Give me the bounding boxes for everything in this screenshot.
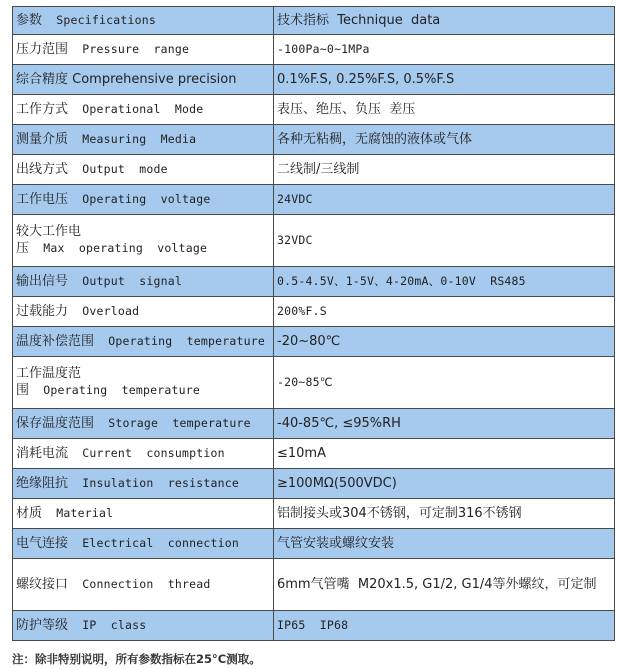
spec-value: 200%F.S [277,304,327,318]
param-cn-label: 综合精度 [16,71,69,87]
param-en-label: Output signal [68,274,182,288]
spec-value: IP65 IP68 [277,618,349,632]
param-cn-label: 压力范围 [16,42,69,57]
param-cn-label: 过载能力 [16,304,69,319]
param-en-label: Electrical connection [68,536,239,550]
spec-value: ≥100MΩ(500VDC) [277,475,397,491]
table-row [13,125,615,155]
param-cn-label: 防护等级 [16,618,69,633]
param-en-label: Insulation resistance [68,476,239,490]
spec-value: 0.1%F.S, 0.25%F.S, 0.5%F.S [277,71,455,87]
value-cell [274,559,615,611]
param-cn-label: 温度补偿范围 [16,334,95,349]
param-cn-label: 电气连接 [16,536,69,551]
value-cell [274,215,615,267]
param-en-label: Output mode [68,162,168,176]
spec-value: 铝制接头或304不锈钢，可定制316不锈钢 [277,505,522,521]
param-cn-label: 输出信号 [16,274,69,289]
spec-table-body [13,7,615,641]
param-cell [13,215,274,267]
spec-value: 24VDC [277,192,313,206]
spec-value: -20~80℃ [277,333,341,349]
param-cn-label: 测量介质 [16,132,69,147]
value-cell [274,327,615,357]
param-cell [13,35,274,65]
param-cell [13,559,274,611]
spec-value: 6mm气管嘴 M20x1.5, G1/2, G1/4等外螺纹，可定制 [277,576,597,592]
table-row [13,35,615,65]
table-row [13,611,615,641]
table-row [13,529,615,559]
table-row [13,439,615,469]
value-cell [274,185,615,215]
param-cell [13,327,274,357]
value-cell [274,409,615,439]
param-cn-label: 工作温度范 [16,366,82,381]
table-row [13,215,615,267]
value-cell [274,125,615,155]
table-row [13,65,615,95]
table-row [13,7,615,35]
param-en-label: Operating temperature [94,334,265,348]
spec-value: 技术指标 Technique data [277,12,441,28]
table-row [13,297,615,327]
param-cell [13,185,274,215]
value-cell [274,35,615,65]
param-cn-label: 工作电压 [16,192,69,207]
param-en-label: Operating voltage [68,192,211,206]
param-cn-label: 材质 [16,506,43,521]
table-row [13,559,615,611]
param-cell [13,439,274,469]
param-cn-label-cont: 围 [16,383,30,398]
table-row [13,357,615,409]
param-cn-label-cont: 压 [16,241,30,256]
param-cell [13,125,274,155]
param-en-label: Pressure range [68,42,190,56]
value-cell [274,267,615,297]
spec-value: -20~85℃ [277,375,333,389]
param-cell [13,409,274,439]
param-cell [13,357,274,409]
param-en-label: Operating temperature [29,383,200,397]
param-cell [13,469,274,499]
param-cn-label: 工作方式 [16,102,69,117]
param-cn-label: 保存温度范围 [16,416,95,431]
value-cell [274,439,615,469]
param-cn-label: 参数 [16,13,43,28]
spec-value: 表压、绝压、负压 差压 [277,101,416,117]
param-cn-label: 较大工作电 [16,224,82,239]
spec-value: ≤10mA [277,445,326,461]
param-cn-label: 绝缘阻抗 [16,476,69,491]
value-cell [274,529,615,559]
param-cell [13,267,274,297]
value-cell [274,297,615,327]
param-en-label: Comprehensive precision [68,71,237,87]
value-cell [274,357,615,409]
footnote: 注：除非特别说明，所有参数指标在25°C测取。 [12,652,261,666]
param-en-label: Operational Mode [68,102,204,116]
param-cell [13,7,274,35]
spec-value: 二线制/三线制 [277,161,360,177]
spec-value: -100Pa~0~1MPa [277,42,370,56]
value-cell [274,469,615,499]
table-row [13,499,615,529]
param-cell [13,611,274,641]
spec-value: 0.5-4.5V、1-5V、4-20mA、0-10V RS485 [277,274,526,288]
param-en-label: Storage temperature [94,416,251,430]
value-cell [274,7,615,35]
param-en-label: IP class [68,618,147,632]
param-en-label: Specifications [42,13,156,27]
spec-table [12,6,615,641]
param-cn-label: 消耗电流 [16,446,69,461]
spec-value: 各种无粘稠，无腐蚀的液体或气体 [277,131,473,147]
value-cell [274,611,615,641]
param-cell [13,95,274,125]
param-cn-label: 出线方式 [16,162,69,177]
param-cell [13,65,274,95]
table-row [13,95,615,125]
param-cell [13,297,274,327]
param-en-label: Overload [68,304,140,318]
table-row [13,327,615,357]
table-row [13,185,615,215]
param-cell [13,155,274,185]
param-en-label: Material [42,506,114,520]
param-cell [13,499,274,529]
param-en-label: Connection thread [68,577,211,591]
param-cell [13,529,274,559]
param-cn-label: 螺纹接口 [16,577,69,592]
param-en-label: Current consumption [68,446,225,460]
table-row [13,155,615,185]
value-cell [274,155,615,185]
spec-value: 气管安装或螺纹安装 [277,535,395,551]
table-row [13,469,615,499]
param-en-label: Measuring Media [68,132,197,146]
spec-value: 32VDC [277,233,313,247]
param-en-label: Max operating voltage [29,241,208,255]
value-cell [274,95,615,125]
spec-value: -40-85℃, ≤95%RH [277,415,401,431]
table-row [13,409,615,439]
value-cell [274,499,615,529]
value-cell [274,65,615,95]
table-row [13,267,615,297]
